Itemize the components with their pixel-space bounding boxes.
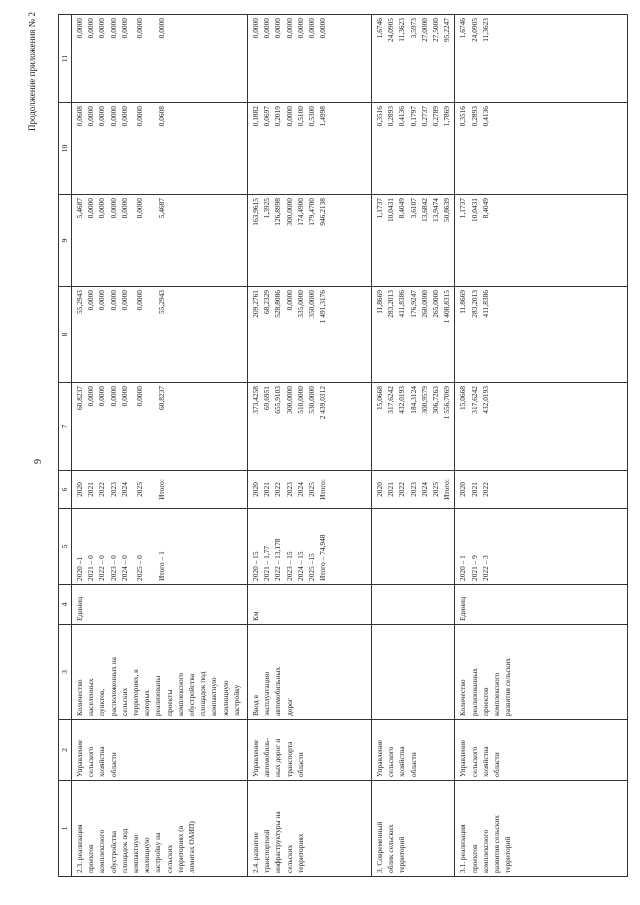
cell-value: 2021 [469, 482, 479, 497]
cell-value: 0,0000 [284, 290, 294, 311]
cell-value: 60,8237 [157, 386, 167, 411]
table-cell-c4 [72, 585, 248, 625]
cell-value: 3,6107 [408, 198, 418, 219]
table-cell-c3 [455, 625, 628, 720]
cell-value: 2025 [307, 482, 317, 497]
cell-value: 1,6746 [375, 18, 384, 39]
cell-value: 306,7263 [431, 386, 441, 414]
table-cell-c4 [248, 585, 372, 625]
cell-value: 0,0000 [307, 18, 317, 39]
cell-value: 209,2761 [251, 290, 260, 318]
column-number: 3 [59, 625, 72, 720]
cell-value: 0,5300 [307, 106, 317, 127]
cell-value: 0,0608 [157, 106, 167, 127]
table-cell-c10 [455, 103, 628, 195]
cell-value: 0,0000 [251, 18, 260, 39]
table-cell-c8 [248, 287, 372, 383]
cell-value: 2025 [135, 482, 145, 497]
cell-value: 946,2138 [318, 198, 328, 226]
cell-value: 411,8386 [480, 290, 490, 318]
cell-value: 2020 [375, 482, 384, 497]
cell-value: 2025 –15 [307, 553, 317, 581]
cell-text: Количество реализованных проектов комплексного развития сельских [458, 657, 513, 716]
cell-value: 317,6242 [386, 386, 396, 414]
cell-value: 0,4136 [397, 106, 407, 127]
cell-value: 1,4998 [318, 106, 328, 127]
cell-value: 1,3925 [262, 198, 272, 219]
cell-value: 0,2737 [419, 106, 429, 127]
cell-text: Управление автомобиль- ных дорог и транспорта области [251, 738, 305, 777]
cell-value: 0,0000 [97, 106, 107, 127]
cell-value: 0,0000 [284, 106, 294, 127]
cell-value: 0,0697 [262, 106, 272, 127]
cell-value: 55,2943 [75, 290, 84, 315]
cell-text: Количество населенных пунктов, расположенных на сельских территориях, в которых реализованы проекты комплексного обустройства площадок под компактную жилищную застройку [75, 657, 241, 716]
cell-value: 0,0000 [273, 18, 283, 39]
cell-value: 2021 [86, 482, 96, 497]
column-number: 9 [59, 195, 72, 287]
cell-value: 5,4687 [75, 198, 84, 219]
cell-value: 1,6746 [458, 18, 468, 39]
cell-text: Км [251, 611, 260, 621]
column-number: 5 [59, 509, 72, 585]
cell-value: 0,0000 [135, 290, 145, 311]
table-cell-c8 [455, 287, 628, 383]
cell-value: 283,2013 [386, 290, 396, 318]
cell-value: 1,1737 [375, 198, 384, 219]
cell-value: 265,0000 [431, 290, 441, 318]
cell-value: 0,0000 [97, 290, 107, 311]
table-cell-c11 [72, 15, 248, 103]
page-number: 9 [33, 459, 44, 464]
cell-value: 0,0000 [295, 18, 305, 39]
cell-value: 0,0000 [108, 386, 118, 407]
cell-value: 174,4900 [295, 198, 305, 226]
cell-value: 0,0000 [157, 18, 167, 39]
cell-value: 95,2247 [442, 18, 452, 43]
cell-value: 0,0608 [75, 106, 84, 127]
cell-value: 2024 – 15 [295, 551, 305, 581]
cell-value: 2023 [108, 482, 118, 497]
cell-value: 350,0000 [307, 290, 317, 318]
cell-value: 0,5100 [295, 106, 305, 127]
cell-value: 2022 [480, 482, 490, 497]
cell-value: 24,0905 [386, 18, 396, 43]
table-cell-c1 [248, 781, 372, 877]
cell-value: 69,6951 [262, 386, 272, 411]
cell-value: 0,0000 [86, 386, 96, 407]
cell-value: 0,3516 [375, 106, 384, 127]
cell-value: 24,0905 [469, 18, 479, 43]
continuation-note: Продолжение приложения № 2 [27, 12, 37, 132]
cell-value: 317,6242 [469, 386, 479, 414]
cell-text: Управление сельского хозяйства области [458, 739, 502, 777]
cell-value: 50,8639 [442, 198, 452, 223]
cell-value: 5,4687 [157, 198, 167, 219]
cell-text: Единиц [458, 596, 468, 621]
cell-value: 0,0000 [135, 106, 145, 127]
cell-value: 0,0000 [284, 18, 294, 39]
table-cell-c2 [248, 720, 372, 781]
table-cell-c1 [372, 781, 455, 877]
cell-value: 0,0000 [262, 18, 272, 39]
cell-value: 0,2019 [273, 106, 283, 127]
cell-value: 2022 [397, 482, 407, 497]
column-number: 4 [59, 585, 72, 625]
table-row [248, 15, 372, 877]
cell-value: 68,2329 [262, 290, 272, 315]
cell-value: 1 556,7069 [442, 386, 452, 420]
table-cell-c9 [72, 195, 248, 287]
cell-value: 10,0431 [469, 198, 479, 223]
cell-value: 163,9615 [251, 198, 260, 226]
cell-value: 2022 – 0 [97, 555, 107, 581]
cell-value: 8,4049 [397, 198, 407, 219]
cell-text: Управление сельского хозяйства области [375, 739, 418, 777]
cell-value: 432,0193 [480, 386, 490, 414]
cell-value: 55,2943 [157, 290, 167, 315]
table-cell-c9 [372, 195, 455, 287]
column-number: 11 [59, 15, 72, 103]
table-cell-c2 [455, 720, 628, 781]
cell-value: 260,0000 [419, 290, 429, 318]
table-cell-c11 [455, 15, 628, 103]
cell-value: 11,8669 [375, 290, 384, 314]
cell-value: 0,0000 [318, 18, 328, 39]
cell-value: 0,0000 [86, 106, 96, 127]
cell-value: 11,8669 [458, 290, 468, 314]
cell-value: 432,0193 [397, 386, 407, 414]
column-number: 10 [59, 103, 72, 195]
cell-value: 27,0000 [419, 18, 429, 43]
cell-value: 0,0000 [135, 198, 145, 219]
table-cell-c5 [455, 509, 628, 585]
cell-value: 1,7869 [442, 106, 452, 127]
cell-value: 2025 [431, 482, 441, 497]
table-cell-c1 [455, 781, 628, 877]
cell-value: 2020 –1 [75, 556, 84, 581]
cell-value: Итого: [157, 479, 167, 500]
cell-text: 2.4. развитие транспортной инфраструктуры на сельских территориях [251, 811, 305, 873]
cell-value: 2020 [251, 482, 260, 497]
cell-value: 1 408,8315 [442, 290, 452, 324]
cell-value: 13,9474 [431, 198, 441, 223]
cell-value: 0,2789 [431, 106, 441, 127]
cell-value: 2021 [262, 482, 272, 497]
cell-value: 0,0000 [119, 198, 129, 219]
cell-value: 2022 [97, 482, 107, 497]
cell-value: 0,0000 [108, 290, 118, 311]
cell-value: 0,2893 [386, 106, 396, 127]
table-cell-c2 [372, 720, 455, 781]
cell-value: 2025 – 0 [135, 555, 145, 581]
table-cell-c6 [455, 471, 628, 509]
cell-value: Итого: [442, 479, 452, 500]
cell-value: 0,0000 [135, 18, 145, 39]
table-row [72, 15, 248, 877]
cell-value: 13,6842 [419, 198, 429, 223]
cell-value: 0,0000 [86, 18, 96, 39]
cell-value: 2023 [284, 482, 294, 497]
cell-value: 0,1882 [251, 106, 260, 127]
table-cell-c11 [372, 15, 455, 103]
cell-value: 2020 – 1 [458, 555, 468, 581]
column-number: 6 [59, 471, 72, 509]
table-cell-c9 [248, 195, 372, 287]
cell-value: 3,5973 [408, 18, 418, 39]
cell-value: 11,3623 [480, 18, 490, 42]
cell-value: 2020 – 15 [251, 551, 260, 581]
column-number-row [59, 15, 72, 877]
table-cell-c10 [248, 103, 372, 195]
cell-value: 1 491,3176 [318, 290, 328, 324]
cell-value: 60,8237 [75, 386, 84, 411]
cell-text: Управление сельского хозяйства области [75, 739, 118, 777]
cell-value: 15,0668 [458, 386, 468, 411]
table-cell-c5 [248, 509, 372, 585]
cell-value: 2022 – 3 [480, 555, 490, 581]
cell-value: 373,4258 [251, 386, 260, 414]
cell-value: 0,0000 [119, 106, 129, 127]
cell-value: 0,1797 [408, 106, 418, 127]
table-cell-c4 [372, 585, 455, 625]
cell-value: 0,4136 [480, 106, 490, 127]
cell-value: 411,8386 [397, 290, 407, 318]
cell-value: 530,0000 [307, 386, 317, 414]
cell-value: 2024 – 0 [119, 555, 129, 581]
cell-value: 0,0000 [119, 386, 129, 407]
table-cell-c6 [372, 471, 455, 509]
cell-value: 179,4700 [307, 198, 317, 226]
cell-value: 2022 – 13,178 [273, 538, 283, 581]
column-number: 7 [59, 383, 72, 471]
cell-text: Единиц [75, 596, 84, 621]
cell-value: Итого – 1 [157, 551, 167, 581]
cell-value: 27,5000 [431, 18, 441, 43]
cell-value: 2021 – 9 [469, 555, 479, 581]
table-cell-c4 [455, 585, 628, 625]
cell-value: 0,0000 [135, 386, 145, 407]
table-cell-c10 [372, 103, 455, 195]
cell-value: 0,0000 [108, 18, 118, 39]
column-number: 2 [59, 720, 72, 781]
cell-text: Ввод в эксплуатацию автомобильных дорог [251, 666, 294, 716]
table-cell-c7 [372, 383, 455, 471]
table-cell-c5 [372, 509, 455, 585]
cell-value: 283,2013 [469, 290, 479, 318]
cell-value: 2021 – 1,77 [262, 545, 272, 581]
table-cell-c7 [72, 383, 248, 471]
cell-value: 655,9103 [273, 386, 283, 414]
cell-value: 126,8998 [273, 198, 283, 226]
cell-text: 2.3. реализация проектов комплексного обустройства площадок под компактную жилищную застройку на сельских территориях (в лимитах ОАИП) [75, 821, 197, 873]
cell-text: 3.1. реализация проектов комплексного развития сельских территорий [458, 814, 513, 873]
table-row [455, 15, 628, 877]
cell-value: 0,3516 [458, 106, 468, 127]
cell-value: 0,0000 [119, 18, 129, 39]
column-number: 1 [59, 781, 72, 877]
cell-value: 0,0000 [75, 18, 84, 39]
cell-value: 528,8086 [273, 290, 283, 318]
cell-value: 8,4049 [480, 198, 490, 219]
cell-value: 2020 [75, 482, 84, 497]
cell-value: 2 439,0312 [318, 386, 328, 420]
cell-value: 2024 [419, 482, 429, 497]
cell-value: 2023 – 15 [284, 551, 294, 581]
cell-value: 11,3623 [397, 18, 407, 42]
cell-value: 300,0000 [284, 386, 294, 414]
cell-value: 0,0000 [119, 290, 129, 311]
table-cell-c11 [248, 15, 372, 103]
cell-value: 0,0000 [86, 290, 96, 311]
cell-value: 2023 [408, 482, 418, 497]
table-cell-c3 [372, 625, 455, 720]
cell-value: 2021 – 0 [86, 555, 96, 581]
table-cell-c10 [72, 103, 248, 195]
table-cell-c8 [372, 287, 455, 383]
program-table [58, 14, 628, 877]
table-cell-c1 [72, 781, 248, 877]
cell-value: Итого – 74,948 [318, 534, 328, 581]
table-cell-c9 [455, 195, 628, 287]
cell-value: 2024 [119, 482, 129, 497]
cell-value: 300,0000 [284, 198, 294, 226]
table-row [372, 15, 455, 877]
table-body [72, 15, 628, 877]
table-cell-c2 [72, 720, 248, 781]
cell-value: 2023 – 0 [108, 555, 118, 581]
table-cell-c8 [72, 287, 248, 383]
table-cell-c6 [72, 471, 248, 509]
cell-value: 300,9579 [419, 386, 429, 414]
cell-value: 1,1737 [458, 198, 468, 219]
cell-value: 15,0668 [375, 386, 384, 411]
cell-value: 0,0000 [86, 198, 96, 219]
cell-value: 0,0000 [97, 386, 107, 407]
cell-value: 176,9247 [408, 290, 418, 318]
cell-value: 0,0000 [97, 198, 107, 219]
table-cell-c3 [72, 625, 248, 720]
cell-value: 2024 [295, 482, 305, 497]
table-cell-c5 [72, 509, 248, 585]
table-cell-c7 [455, 383, 628, 471]
cell-value: 0,0000 [97, 18, 107, 39]
column-number: 8 [59, 287, 72, 383]
cell-value: 2020 [458, 482, 468, 497]
cell-value: 2022 [273, 482, 283, 497]
cell-text: 3. Современный облик сельских территорий [375, 821, 407, 873]
cell-value: 2021 [386, 482, 396, 497]
cell-value: 510,0000 [295, 386, 305, 414]
cell-value: 0,2893 [469, 106, 479, 127]
cell-value: 184,3124 [408, 386, 418, 414]
cell-value: 335,0000 [295, 290, 305, 318]
table-cell-c6 [248, 471, 372, 509]
table-cell-c3 [248, 625, 372, 720]
table-cell-c7 [248, 383, 372, 471]
cell-value: 10,0431 [386, 198, 396, 223]
cell-value: Итого: [318, 479, 328, 500]
cell-value: 0,0000 [108, 198, 118, 219]
cell-value: 0,0000 [108, 106, 118, 127]
